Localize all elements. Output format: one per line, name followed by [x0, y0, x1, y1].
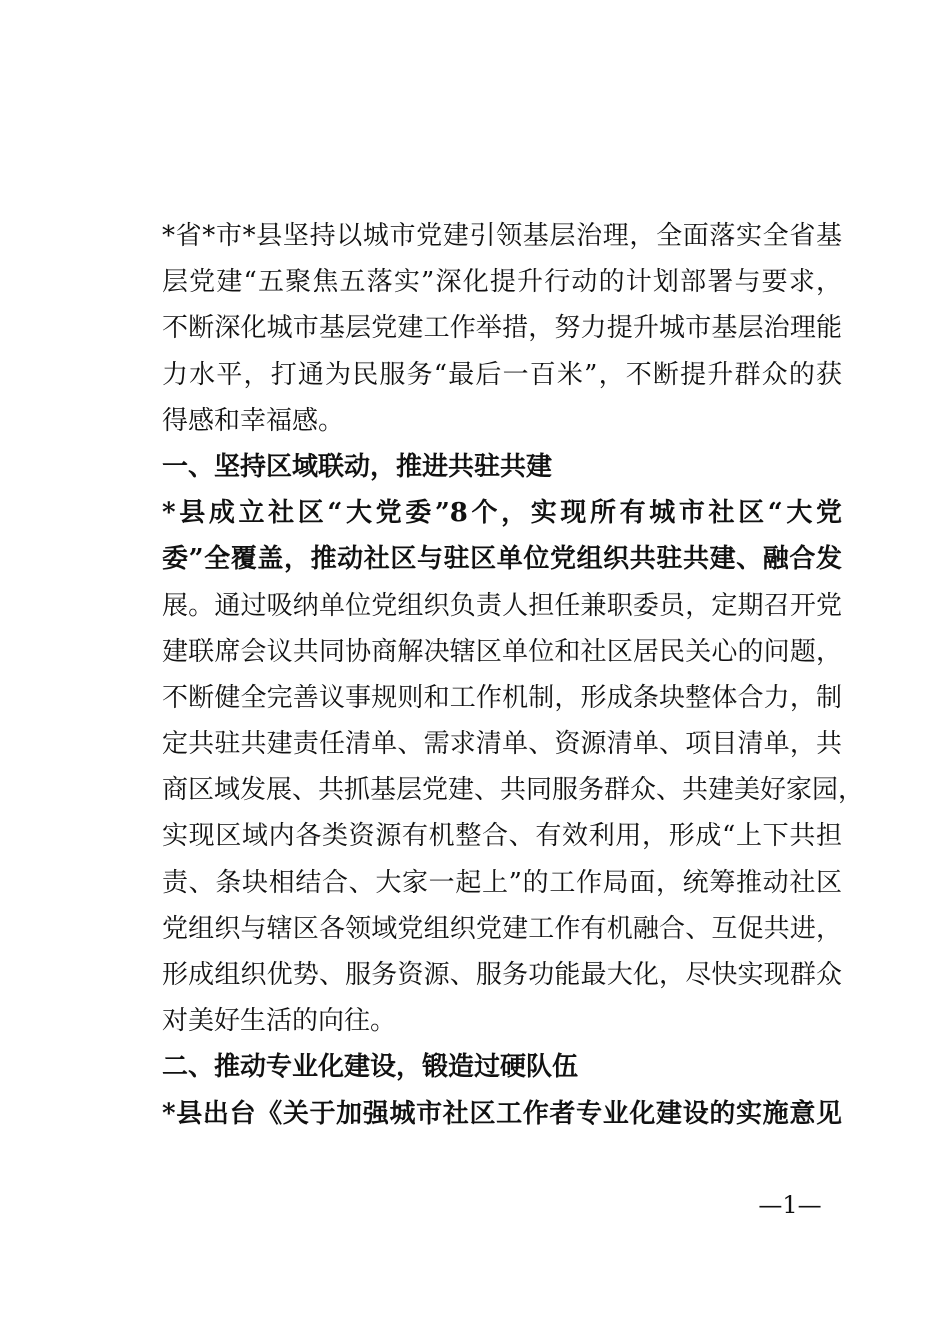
text-line-18: 对美好生活的向往。 [162, 1006, 397, 1037]
text-line-9: 展。通过吸纳单位党组织负责人担任兼职委员，定期召开党 [162, 590, 842, 621]
text-line-10: 建联席会议共同协商解决辖区单位和社区居民关心的问题， [162, 636, 842, 667]
text-line-7: *县成立社区“大党委”8个，实现所有城市社区“大党 [162, 498, 842, 529]
text-line-8: 委”全覆盖，推动社区与驻区单位党组织共驻共建、融合发 [162, 544, 842, 575]
text-line-14: 实现区域内各类资源有机整合、有效利用，形成“上下共担 [162, 821, 842, 852]
text-line-15: 责、条块相结合、大家一起上”的工作局面，统筹推动社区 [162, 867, 842, 898]
text-line-1: *省*市*县坚持以城市党建引领基层治理，全面落实全省基 [162, 221, 842, 251]
text-line-11: 不断健全完善议事规则和工作机制，形成条块整体合力，制 [162, 682, 842, 713]
page-number: —1— [758, 1191, 822, 1219]
text-line-4: 力水平，打通为民服务“最后一百米”，不断提升群众的获 [162, 359, 842, 390]
text-line-17: 形成组织优势、服务资源、服务功能最大化，尽快实现群众 [162, 960, 842, 990]
document-body [162, 213, 865, 1137]
text-line-5: 得感和幸福感。 [162, 405, 345, 436]
section-heading-2: 二、推动专业化建设，锻造过硬队伍 [162, 1052, 579, 1083]
text-line-2: 层党建“五聚焦五落实”深化提升行动的计划部署与要求， [162, 267, 842, 298]
text-line-3: 不断深化城市基层党建工作举措，努力提升城市基层治理能 [162, 313, 842, 344]
section-heading-1: 一、坚持区域联动，推进共驻共建 [162, 451, 553, 482]
text-line-13: 商区域发展、共抓基层党建、共同服务群众、共建美好家园， [162, 775, 865, 806]
text-line-16: 党组织与辖区各领域党组织党建工作有机融合、互促共进， [162, 913, 842, 944]
text-line-20: *县出台《关于加强城市社区工作者专业化建设的实施意见 [162, 1098, 842, 1129]
text-line-12: 定共驻共建责任清单、需求清单、资源清单、项目清单，共 [162, 729, 842, 760]
